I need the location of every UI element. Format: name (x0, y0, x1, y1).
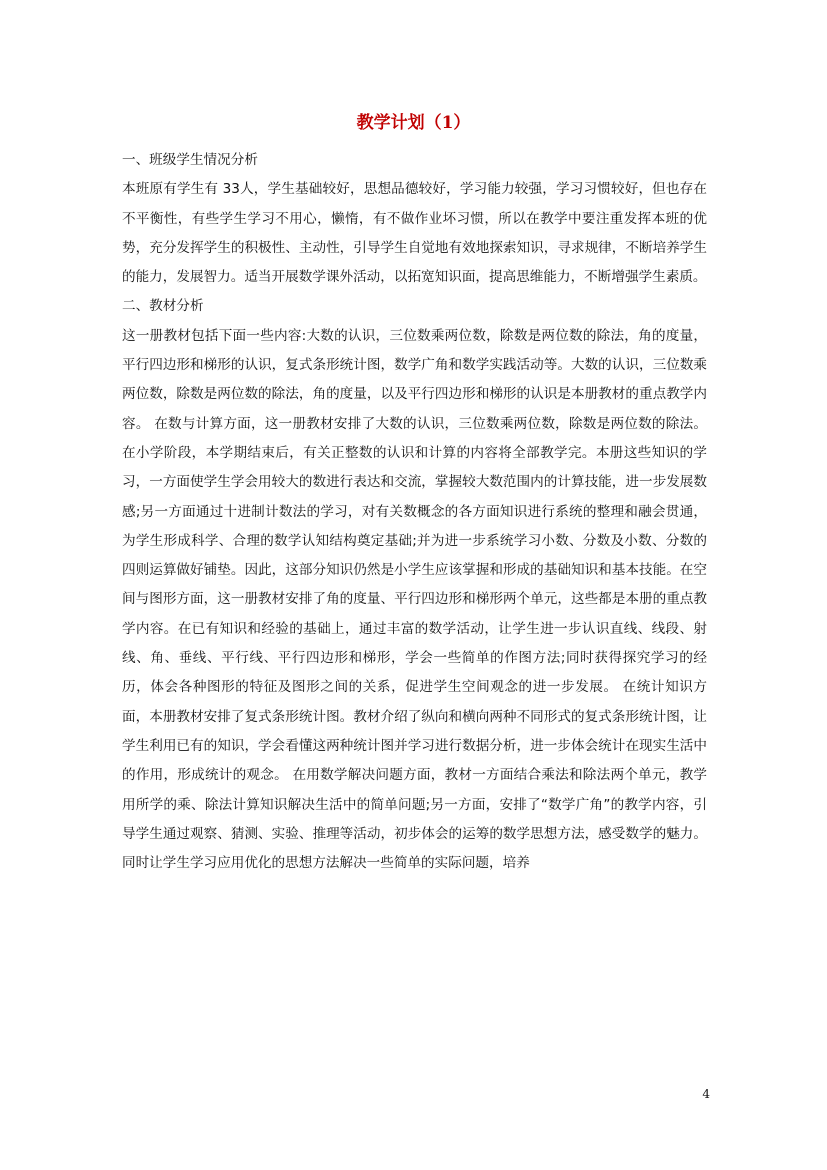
document-title: 教学计划（1） (356, 113, 471, 133)
document-body (122, 146, 707, 878)
page-number: 4 (702, 1087, 710, 1101)
section-heading-class-analysis: 一、班级学生情况分析 (122, 152, 258, 168)
section-heading-textbook-analysis: 二、教材分析 (122, 298, 204, 315)
section-paragraph-textbook-analysis: 这一册教材包括下面一些内容:大数的认识，三位数乘两位数，除数是两位数的除法，角的度量，平行四边形和梯形的认识，复式条形统计图，数学广角和数学实践活动等。大数的认识，三位数乘两位数，除数是两位数的除法，角的度量，以及平行四边形和梯形的认识是本册教材的重点教学内容。 在数与计算方面，这一册教材安排了大数的认识，三位数乘两位数，除数是两位数的除法。在小学阶段，本学期结束后，有关正整数的认识和计算的内容将全部教学完。本册这些知识的学习，一方面使学生学会用较大的数进行表达和交流，掌握较大数范围内的计算技能，进一步发展数感;另一方面通过十进制计数法的学习，对有关数概念的各方面知识进行系统的整理和融会贯通，为学生形成科学、合理的数学认知结构奠定基础;并为进一步系统学习小数、分数及小数、分数的四则运算做好铺垫。因此，这部分知识仍然是小学生应该掌握和形成的基础知识和基本技能。在空间与图形方面，这一册教材安排了角的度量、平行四边形和梯形两个单元，这些都是本册的重点教学内容。在已有知识和经验的基础上，通过丰富的数学活动，让学生进一步认识直线、线段、射线、角、垂线、平行线、平行四边形和梯形，学会一些简单的作图方法;同时获得探究学习的经历，体会各种图形的特征及图形之间的关系，促进学生空间观念的进一步发展。 在统计知识方面，本册教材安排了复式条形统计图。教材介绍了纵向和横向两种不同形式的复式条形统计图，让学生利用已有的知识，学会看懂这两种统计图并学习进行数据分析，进一步体会统计在现实生活中的作用，形成统计的观念。 在用数学解决问题方面，教材一方面结合乘法和除法两个单元，教学用所学的乘、除法计算知识解决生活中的简单问题;另一方面，安排了“数学广角”的教学内容，引导学生通过观察、猜测、实验、推理等活动，初步体会的运筹的数学思想方法，感受数学的魅力。同时让学生学习应用优化的思想方法解决一些简单的实际问题，培养 (122, 327, 707, 872)
section-paragraph-class-analysis: 本班原有学生有 33人，学生基础较好，思想品德较好，学习能力较强，学习习惯较好，但也存在不平衡性，有些学生学习不用心，懒惰，有不做作业坏习惯，所以在教学中要注重发挥本班的优势，充分发挥学生的积极性、主动性，引导学生自觉地有效地探索知识，寻求规律，不断培养学生的能力，发展智力。适当开展数学课外活动，以拓宽知识面，提高思维能力，不断增强学生素质。 (122, 181, 707, 286)
